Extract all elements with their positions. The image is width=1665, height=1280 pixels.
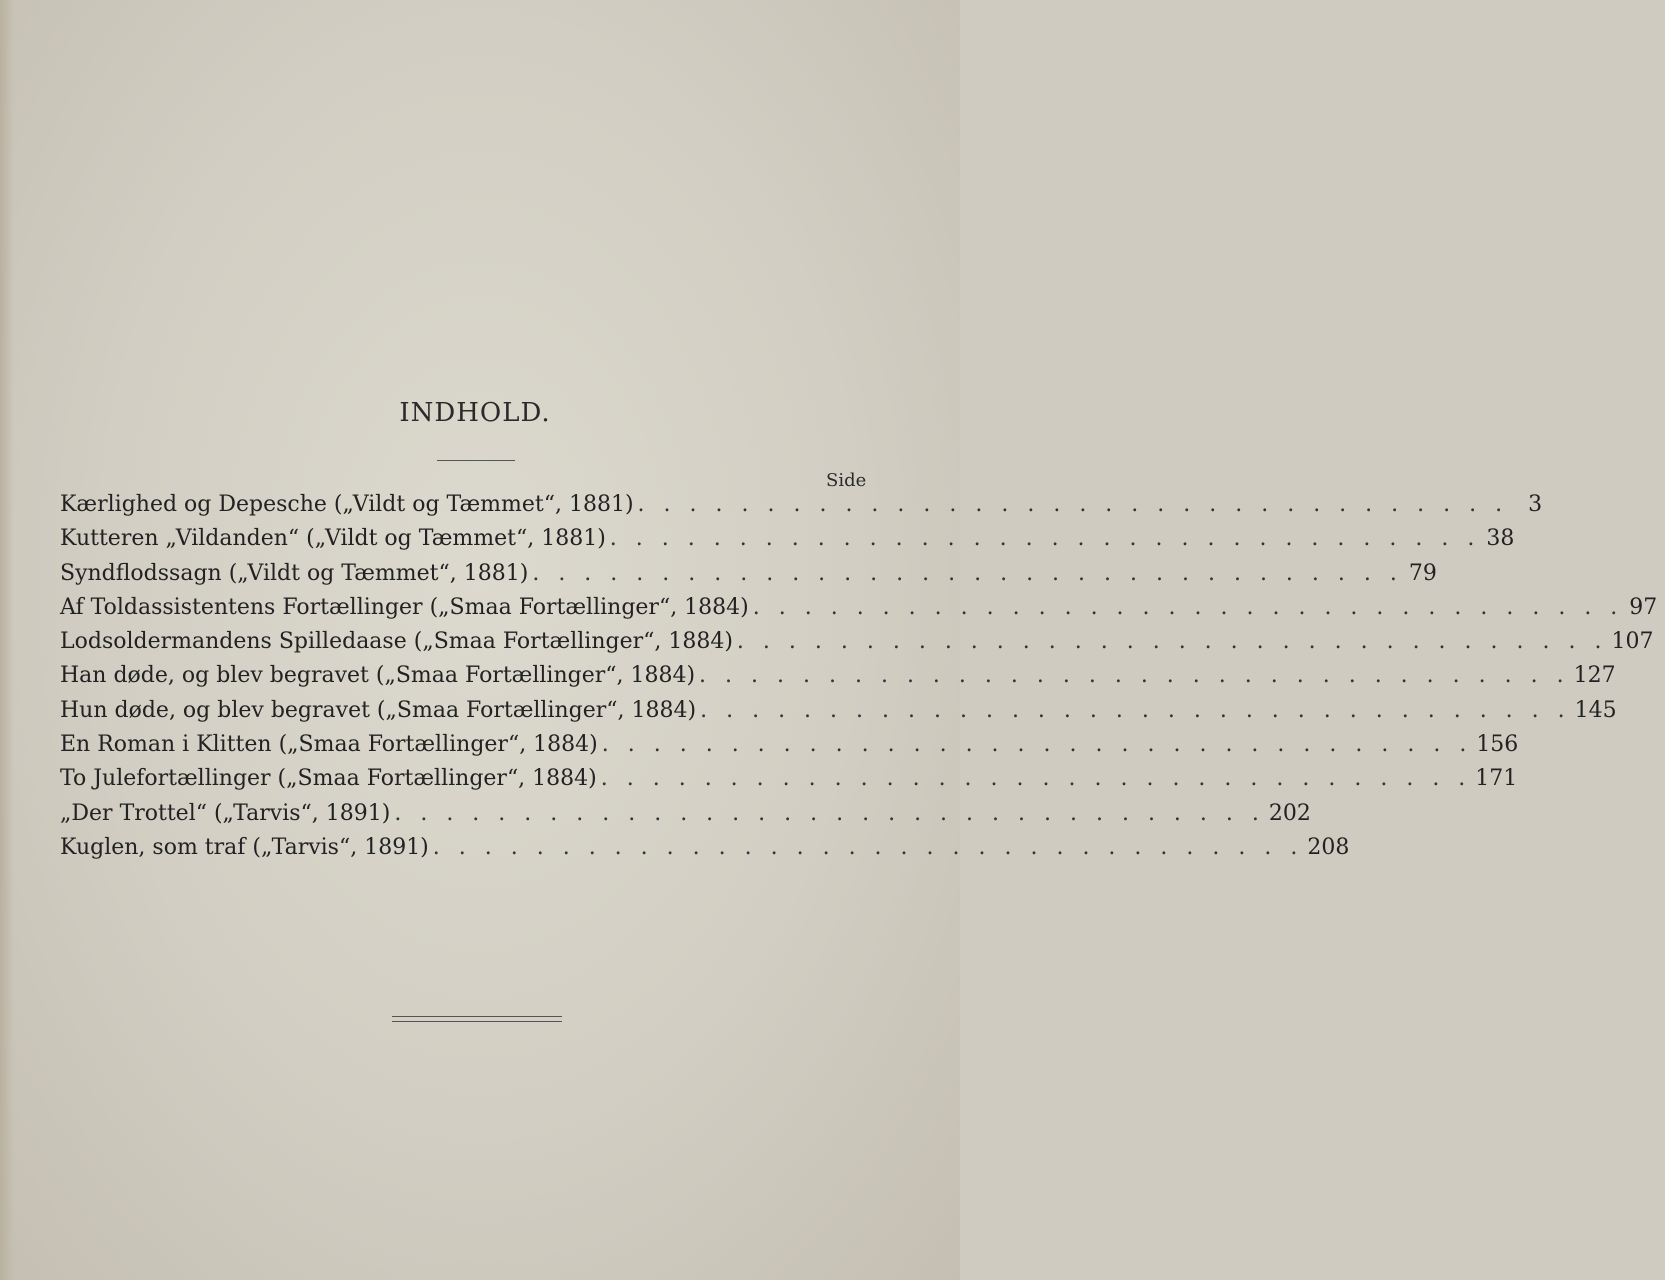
leader-dots: . . . . . . . . . . . . . . . . . . . . . . . . . . . . . . . . . . <box>700 697 1571 723</box>
toc-entry-title: Kærlighed og Depesche („Vildt og Tæmmet“, 1881) <box>60 492 634 517</box>
toc-entry-page: 145 <box>1574 697 1617 723</box>
leader-dots: . . . . . . . . . . . . . . . . . . . . . . . . . . . . . . . . . . <box>699 663 1570 689</box>
leader-dots: . . . . . . . . . . . . . . . . . . . . . . . . . . . . . . . . . . <box>736 629 1608 655</box>
toc-entry-page: 127 <box>1573 663 1616 689</box>
toc-entry <box>52 834 1350 869</box>
title-divider <box>437 460 515 461</box>
toc-entry-title: Lodsoldermandens Spilledaase („Smaa Fortællinger“, 1884) <box>60 629 733 655</box>
leader-dots: . . . . . . . . . . . . . . . . . . . . . . . . . . . . . . . . . . <box>752 594 1624 620</box>
toc-entry-page: 208 <box>1307 834 1350 860</box>
toc-entry-title: Syndflodssagn („Vildt og Tæmmet“, 1881) <box>60 560 529 586</box>
toc-entry-page: 3 <box>1528 492 1543 517</box>
end-ornament-rule <box>392 1016 562 1022</box>
toc-entry-page: 97 <box>1629 594 1658 620</box>
toc-entry <box>52 732 1519 766</box>
toc-entry-page: 107 <box>1611 629 1654 655</box>
toc-entry-page: 38 <box>1486 526 1515 552</box>
leader-dots: . . . . . . . . . . . . . . . . . . . . . . . . . . . . . . . . . . <box>394 800 1265 826</box>
toc-entry <box>52 800 1311 835</box>
toc-entry <box>52 663 1616 697</box>
toc-entry <box>52 492 1543 526</box>
toc-entry-title: Kuglen, som traf („Tarvis“, 1891) <box>60 834 429 860</box>
page-column-header: Side <box>826 470 867 491</box>
toc-entry <box>52 697 1617 732</box>
toc-entry-page: 171 <box>1475 766 1518 792</box>
toc-entry-title: Kutteren „Vildanden“ („Vildt og Tæmmet“, 1881) <box>60 526 606 552</box>
toc-entry-title: Af Toldassistentens Fortællinger („Smaa Fortællinger“, 1884) <box>60 594 749 620</box>
leader-dots: . . . . . . . . . . . . . . . . . . . . . . . . . . . . . . . . . . <box>637 492 1509 517</box>
toc-entry <box>52 766 1518 800</box>
toc-entry-title: En Roman i Klitten („Smaa Fortællinger“, 1884) <box>60 732 598 758</box>
leader-dots: . . . . . . . . . . . . . . . . . . . . . . . . . . . . . . . . . . <box>601 732 1473 758</box>
toc-entry <box>52 629 1654 663</box>
toc-entry-page: 156 <box>1476 732 1519 758</box>
leader-dots: . . . . . . . . . . . . . . . . . . . . . . . . . . . . . . . . . . <box>600 766 1472 792</box>
leader-dots: . . . . . . . . . . . . . . . . . . . . . . . . . . . . . . . . . . <box>532 560 1403 586</box>
toc-entry-title: „Der Trottel“ („Tarvis“, 1891) <box>60 800 391 826</box>
toc-entry-title: Hun døde, og blev begravet („Smaa Fortællinger“, 1884) <box>60 697 697 723</box>
table-of-contents <box>52 492 1658 869</box>
toc-entry-page: 202 <box>1268 800 1311 826</box>
toc-entry-page: 79 <box>1408 560 1437 586</box>
toc-entry <box>52 560 1437 595</box>
leader-dots: . . . . . . . . . . . . . . . . . . . . . . . . . . . . . . . . . . <box>609 526 1481 552</box>
toc-entry-title: Han døde, og blev begravet („Smaa Fortællinger“, 1884) <box>60 663 696 689</box>
leader-dots: . . . . . . . . . . . . . . . . . . . . . . . . . . . . . . . . . . <box>432 834 1304 860</box>
toc-entry <box>52 594 1658 629</box>
page-edge-shadow <box>0 0 14 1280</box>
toc-entry <box>52 526 1515 560</box>
page-title: INDHOLD. <box>399 398 551 428</box>
toc-entry-title: To Julefortællinger („Smaa Fortællinger“, 1884) <box>60 766 597 792</box>
